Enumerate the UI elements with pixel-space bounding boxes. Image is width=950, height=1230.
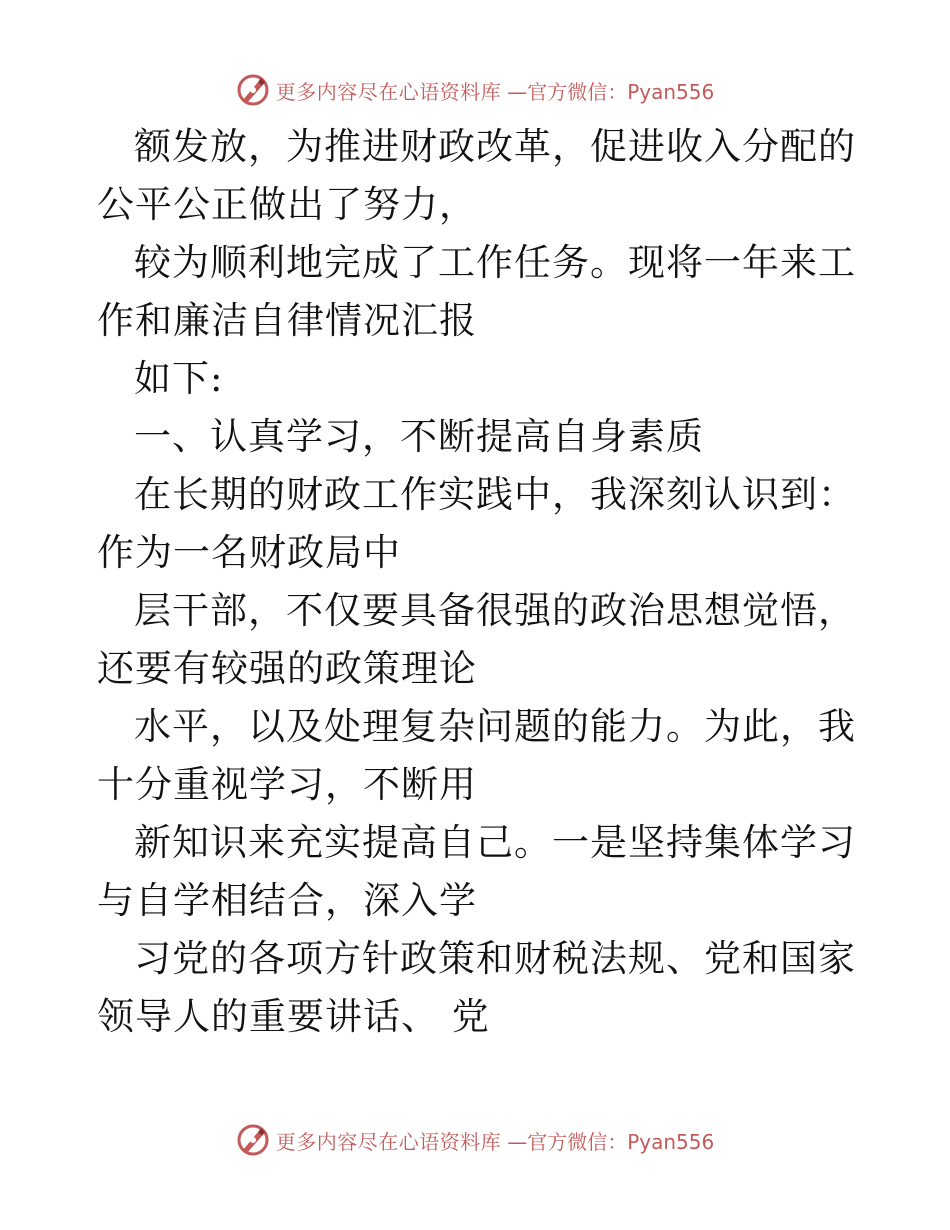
header-banner xyxy=(0,70,950,110)
paragraph: 如下: xyxy=(134,357,224,400)
footer-banner-title: 更多内容尽在心语资料库 xyxy=(275,1129,502,1154)
document-body xyxy=(97,118,857,1046)
paragraph: 水平，以及处理复杂问题的能力。为此，我十分重视学习，不断用 xyxy=(97,705,856,806)
pen-logo-icon xyxy=(236,1123,270,1157)
pen-logo-icon xyxy=(236,73,270,107)
footer-banner-content xyxy=(236,1123,715,1157)
paragraph: 习党的各项方针政策和财税法规、党和国家领导人的重要讲话、 党 xyxy=(97,937,856,1038)
section-heading: 一、认真学习，不断提高自身素质 xyxy=(134,415,704,458)
paragraph: 在长期的财政工作实践中，我深刻认识到：作为一名财政局中 xyxy=(97,473,856,574)
paragraph: 额发放，为推进财政改革，促进收入分配的公平公正做出了努力， xyxy=(97,125,856,226)
footer-banner xyxy=(0,1120,950,1160)
paragraph: 层干部，不仅要具备很强的政治思想觉悟，还要有较强的政策理论 xyxy=(97,589,856,690)
footer-banner-contact: —官方微信：Pyan556 xyxy=(507,1129,715,1154)
paragraph: 新知识来充实提高自己。一是坚持集体学习与自学相结合，深入学 xyxy=(97,821,856,922)
header-banner-title: 更多内容尽在心语资料库 xyxy=(275,79,502,104)
header-banner-content xyxy=(236,73,715,107)
paragraph: 较为顺利地完成了工作任务。现将一年来工作和廉洁自律情况汇报 xyxy=(97,241,856,342)
header-banner-contact: —官方微信：Pyan556 xyxy=(507,79,715,104)
